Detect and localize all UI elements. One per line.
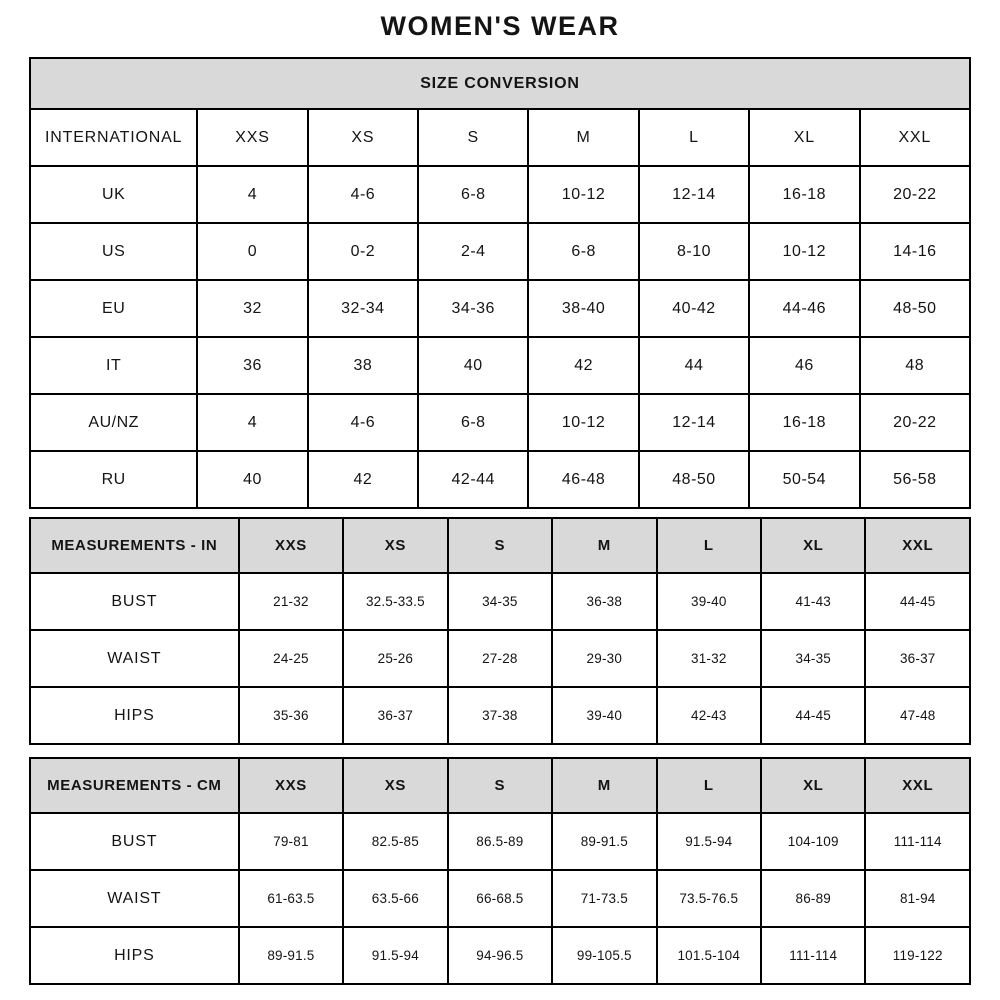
table-title: SIZE CONVERSION <box>30 58 970 109</box>
value-cell: 8-10 <box>639 223 749 280</box>
column-header: XS <box>343 518 447 573</box>
value-cell: 0-2 <box>308 223 418 280</box>
column-header: L <box>657 518 761 573</box>
value-cell: 41-43 <box>761 573 865 630</box>
value-cell: 21-32 <box>239 573 343 630</box>
value-cell: 38-40 <box>528 280 638 337</box>
header-row <box>30 109 970 166</box>
value-cell: 4 <box>197 394 307 451</box>
table-row <box>30 337 970 394</box>
row-label: HIPS <box>30 927 239 984</box>
header-row <box>30 758 970 813</box>
value-cell: 12-14 <box>639 166 749 223</box>
value-cell: 37-38 <box>448 687 552 744</box>
row-label: IT <box>30 337 197 394</box>
row-label: RU <box>30 451 197 508</box>
value-cell: 46-48 <box>528 451 638 508</box>
value-cell: 39-40 <box>657 573 761 630</box>
value-cell: 10-12 <box>749 223 859 280</box>
value-cell: 71-73.5 <box>552 870 656 927</box>
value-cell: 56-58 <box>860 451 970 508</box>
table-row <box>30 870 970 927</box>
table-row <box>30 280 970 337</box>
table-row <box>30 573 970 630</box>
value-cell: 10-12 <box>528 166 638 223</box>
value-cell: 10-12 <box>528 394 638 451</box>
header-row <box>30 518 970 573</box>
value-cell: 36-38 <box>552 573 656 630</box>
row-label: WAIST <box>30 630 239 687</box>
row-label: UK <box>30 166 197 223</box>
value-cell: 104-109 <box>761 813 865 870</box>
table-row <box>30 813 970 870</box>
column-header: L <box>639 109 749 166</box>
value-cell: 44-45 <box>761 687 865 744</box>
column-header: XL <box>761 758 865 813</box>
value-cell: 42-44 <box>418 451 528 508</box>
value-cell: 46 <box>749 337 859 394</box>
value-cell: 44-46 <box>749 280 859 337</box>
value-cell: 0 <box>197 223 307 280</box>
corner-header: MEASUREMENTS - IN <box>30 518 239 573</box>
value-cell: 40 <box>418 337 528 394</box>
value-cell: 94-96.5 <box>448 927 552 984</box>
value-cell: 44-45 <box>865 573 970 630</box>
value-cell: 31-32 <box>657 630 761 687</box>
value-cell: 48-50 <box>639 451 749 508</box>
table-title-row <box>30 58 970 109</box>
value-cell: 32-34 <box>308 280 418 337</box>
table-row <box>30 451 970 508</box>
value-cell: 89-91.5 <box>552 813 656 870</box>
column-header: XS <box>308 109 418 166</box>
corner-header: INTERNATIONAL <box>30 109 197 166</box>
value-cell: 50-54 <box>749 451 859 508</box>
column-header: S <box>448 518 552 573</box>
value-cell: 119-122 <box>865 927 970 984</box>
value-cell: 34-35 <box>448 573 552 630</box>
value-cell: 6-8 <box>528 223 638 280</box>
column-header: XXL <box>860 109 970 166</box>
value-cell: 101.5-104 <box>657 927 761 984</box>
value-cell: 35-36 <box>239 687 343 744</box>
corner-header: MEASUREMENTS - CM <box>30 758 239 813</box>
value-cell: 36-37 <box>865 630 970 687</box>
size-conversion-table <box>29 57 971 509</box>
column-header: M <box>552 518 656 573</box>
row-label: AU/NZ <box>30 394 197 451</box>
column-header: M <box>552 758 656 813</box>
table-row <box>30 394 970 451</box>
column-header: XS <box>343 758 447 813</box>
value-cell: 32.5-33.5 <box>343 573 447 630</box>
row-label: BUST <box>30 813 239 870</box>
value-cell: 61-63.5 <box>239 870 343 927</box>
column-header: XL <box>749 109 859 166</box>
value-cell: 44 <box>639 337 749 394</box>
row-label: HIPS <box>30 687 239 744</box>
table-row <box>30 630 970 687</box>
value-cell: 42-43 <box>657 687 761 744</box>
row-label: BUST <box>30 573 239 630</box>
row-label: WAIST <box>30 870 239 927</box>
column-header: S <box>418 109 528 166</box>
value-cell: 34-36 <box>418 280 528 337</box>
value-cell: 34-35 <box>761 630 865 687</box>
value-cell: 2-4 <box>418 223 528 280</box>
value-cell: 4-6 <box>308 394 418 451</box>
value-cell: 40-42 <box>639 280 749 337</box>
value-cell: 111-114 <box>865 813 970 870</box>
value-cell: 12-14 <box>639 394 749 451</box>
value-cell: 111-114 <box>761 927 865 984</box>
row-label: EU <box>30 280 197 337</box>
value-cell: 16-18 <box>749 166 859 223</box>
table-row <box>30 927 970 984</box>
value-cell: 4-6 <box>308 166 418 223</box>
value-cell: 36-37 <box>343 687 447 744</box>
value-cell: 27-28 <box>448 630 552 687</box>
value-cell: 42 <box>528 337 638 394</box>
row-label: US <box>30 223 197 280</box>
value-cell: 20-22 <box>860 394 970 451</box>
value-cell: 32 <box>197 280 307 337</box>
value-cell: 81-94 <box>865 870 970 927</box>
value-cell: 82.5-85 <box>343 813 447 870</box>
value-cell: 86.5-89 <box>448 813 552 870</box>
value-cell: 20-22 <box>860 166 970 223</box>
value-cell: 91.5-94 <box>657 813 761 870</box>
value-cell: 48 <box>860 337 970 394</box>
page-title: WOMEN'S WEAR <box>380 11 620 41</box>
value-cell: 36 <box>197 337 307 394</box>
value-cell: 6-8 <box>418 394 528 451</box>
value-cell: 14-16 <box>860 223 970 280</box>
column-header: XL <box>761 518 865 573</box>
value-cell: 6-8 <box>418 166 528 223</box>
value-cell: 91.5-94 <box>343 927 447 984</box>
value-cell: 4 <box>197 166 307 223</box>
value-cell: 48-50 <box>860 280 970 337</box>
value-cell: 73.5-76.5 <box>657 870 761 927</box>
value-cell: 38 <box>308 337 418 394</box>
value-cell: 89-91.5 <box>239 927 343 984</box>
column-header: XXS <box>197 109 307 166</box>
value-cell: 47-48 <box>865 687 970 744</box>
value-cell: 42 <box>308 451 418 508</box>
value-cell: 40 <box>197 451 307 508</box>
value-cell: 63.5-66 <box>343 870 447 927</box>
value-cell: 24-25 <box>239 630 343 687</box>
value-cell: 39-40 <box>552 687 656 744</box>
value-cell: 86-89 <box>761 870 865 927</box>
measurements-in-table <box>29 517 971 745</box>
value-cell: 99-105.5 <box>552 927 656 984</box>
column-header: XXS <box>239 758 343 813</box>
table-row <box>30 166 970 223</box>
table-row <box>30 687 970 744</box>
measurements-cm-table <box>29 757 971 985</box>
column-header: XXS <box>239 518 343 573</box>
table-row <box>30 223 970 280</box>
value-cell: 25-26 <box>343 630 447 687</box>
column-header: M <box>528 109 638 166</box>
column-header: XXL <box>865 758 970 813</box>
value-cell: 29-30 <box>552 630 656 687</box>
column-header: XXL <box>865 518 970 573</box>
value-cell: 16-18 <box>749 394 859 451</box>
value-cell: 79-81 <box>239 813 343 870</box>
column-header: L <box>657 758 761 813</box>
column-header: S <box>448 758 552 813</box>
value-cell: 66-68.5 <box>448 870 552 927</box>
